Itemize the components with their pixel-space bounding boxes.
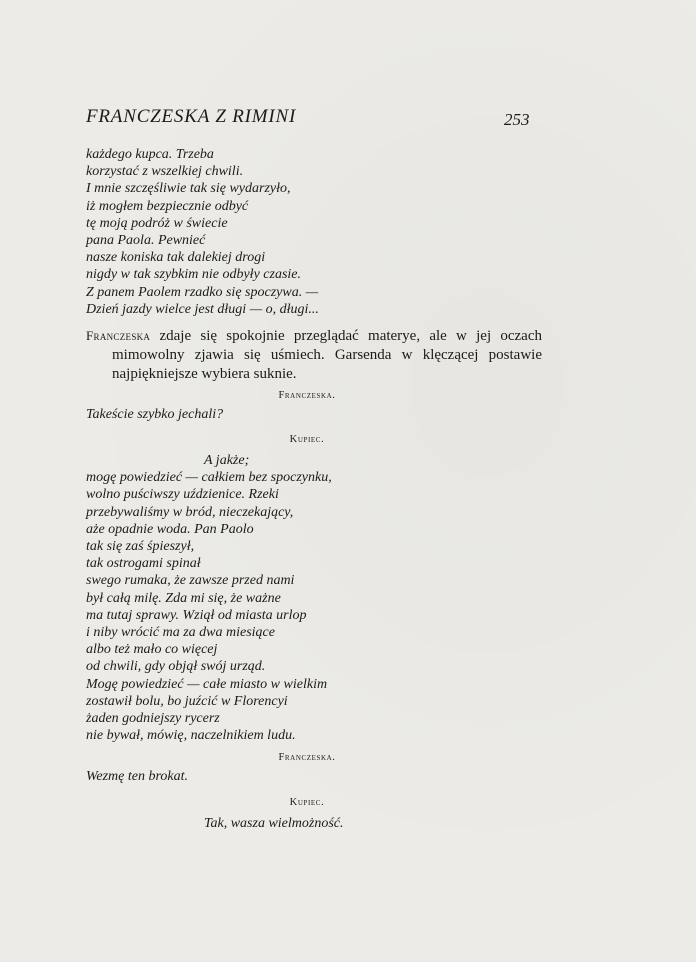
running-title: FRANCZESKA Z RIMINI	[86, 106, 297, 127]
verse-line: i niby wrócić ma za dwa miesiące	[86, 625, 275, 641]
verse-block-merchant-1	[86, 146, 319, 318]
dialogue-line-franczeska: Wezmę ten brokat.	[86, 769, 188, 784]
speaker-heading-franczeska: Franczeska.	[278, 390, 336, 401]
verse-line: przebywaliśmy w bród, nieczekający,	[86, 504, 294, 520]
verse-line: każdego kupca. Trzeba	[86, 147, 214, 162]
speaker-heading-kupiec: Kupiec.	[289, 434, 325, 445]
verse-block-merchant-2	[86, 452, 332, 744]
verse-line: pana Paola. Pewnieć	[86, 233, 206, 249]
verse-line: ma tutaj sprawy. Wziął od miasta urlop	[86, 607, 307, 623]
verse-line: nie bywał, mówię, naczelnikiem ludu.	[86, 728, 296, 744]
verse-line: I mnie szczęśliwie tak się wydarzyło,	[86, 181, 291, 197]
page-number: 253	[504, 110, 530, 129]
stage-direction-name: Franczeska	[86, 328, 151, 343]
verse-line: był całą milę. Zda mi się, że ważne	[86, 590, 281, 606]
verse-line: tę moją podróż w świecie	[86, 215, 228, 231]
dialogue-line-kupiec: Tak, wasza wielmożność.	[204, 816, 344, 831]
verse-line: mogę powiedzieć — całkiem bez spoczynku,	[86, 470, 332, 486]
verse-line: wolno puściwszy uździenice. Rzeki	[86, 487, 279, 503]
verse-line: korzystać z wszelkiej chwili.	[86, 164, 244, 180]
verse-line: tak się zaś śpieszył,	[86, 539, 195, 555]
verse-line: od chwili, gdy objął swój urząd.	[86, 659, 266, 675]
verse-line: albo też mało co więcej	[86, 642, 218, 658]
verse-line: A jakże;	[204, 453, 250, 468]
verse-line: nigdy w tak szybkim nie odbyły czasie.	[86, 267, 302, 283]
verse-line: iż mogłem bezpiecznie odbyć	[86, 198, 249, 214]
verse-line: Z panem Paolem rzadko się spoczywa. —	[86, 284, 319, 300]
verse-line: swego rumaka, że zawsze przed nami	[86, 573, 295, 589]
verse-line: żaden godniejszy rycerz	[86, 711, 220, 727]
stage-direction-text: zdaje się spokojnie przeglądać materye, ale w jej oczach mimowolny zjawia się uśmiech. Garsenda w klęczącej postawie najpiękniejsze wybiera suknie.	[112, 328, 542, 382]
verse-line: zostawił bolu, bo juźcić w Florencyi	[86, 693, 288, 709]
verse-line: tak ostrogami spinał	[86, 556, 201, 572]
verse-line: aże opadnie woda. Pan Paolo	[86, 521, 254, 537]
speaker-heading-kupiec: Kupiec.	[289, 797, 325, 808]
dialogue-line-franczeska: Takeście szybko jechali?	[86, 407, 224, 422]
speaker-heading-franczeska: Franczeska.	[278, 752, 336, 763]
stage-direction	[86, 326, 542, 384]
verse-line: nasze koniska tak dalekiej drogi	[86, 250, 266, 266]
verse-line: Dzień jazdy wielce jest długi — o, długi...	[86, 301, 319, 317]
verse-line: Mogę powiedzieć — całe miasto w wielkim	[86, 676, 328, 692]
